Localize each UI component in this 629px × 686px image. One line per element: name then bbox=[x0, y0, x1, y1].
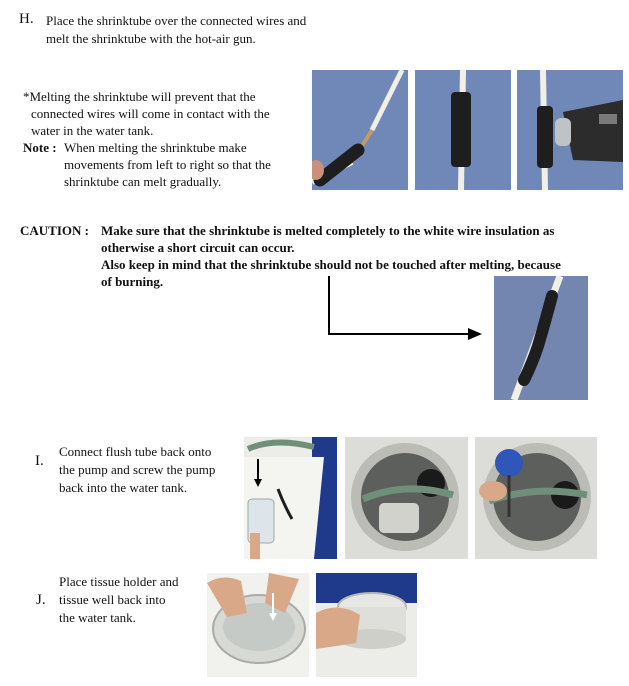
photo-tissue-well-in-tank bbox=[316, 573, 417, 677]
photo-shrinktube-over-wires bbox=[312, 70, 408, 190]
note-line2: movements from left to right so that the bbox=[64, 157, 271, 172]
photo-pump-connection bbox=[244, 437, 337, 559]
step-i-line1: Connect flush tube back onto bbox=[59, 444, 212, 459]
step-i-line2: the pump and screw the pump bbox=[59, 462, 216, 477]
step-j-line3: the water tank. bbox=[59, 610, 136, 625]
step-j-letter: J. bbox=[36, 592, 46, 608]
caution-line2: otherwise a short circuit can occur. bbox=[101, 240, 295, 255]
melt-note-line1: *Melting the shrinktube will prevent that the bbox=[23, 89, 256, 104]
melt-note-line3: water in the water tank. bbox=[31, 123, 154, 138]
step-i-line3: back into the water tank. bbox=[59, 480, 188, 495]
step-h-line2: melt the shrinktube with the hot-air gun. bbox=[46, 31, 256, 46]
photo-screw-pump bbox=[475, 437, 597, 559]
photo-pump-in-tank bbox=[345, 437, 468, 559]
step-j-line1: Place tissue holder and bbox=[59, 574, 179, 589]
step-j-line2: tissue well back into bbox=[59, 592, 166, 607]
photo-melted-shrinktube bbox=[494, 276, 588, 400]
note-line1: When melting the shrinktube make bbox=[64, 140, 247, 155]
photo-shrinktube-positioned bbox=[415, 70, 511, 190]
caution-line3: Also keep in mind that the shrinktube should not be touched after melting, because bbox=[101, 257, 561, 272]
note-label: Note : bbox=[23, 140, 57, 155]
arrow-to-result-icon bbox=[322, 276, 488, 342]
photo-hot-air-gun bbox=[517, 70, 623, 190]
photo-place-tissue-holder bbox=[207, 573, 309, 677]
note-line3: shrinktube can melt gradually. bbox=[64, 174, 222, 189]
step-i-letter: I. bbox=[35, 453, 44, 469]
step-h-line1: Place the shrinktube over the connected wires and bbox=[46, 13, 307, 28]
caution-label: CAUTION : bbox=[20, 223, 89, 238]
melt-note-line2: connected wires will come in contact with the bbox=[31, 106, 270, 121]
caution-line4: of burning. bbox=[101, 274, 164, 289]
step-h-letter: H. bbox=[19, 11, 34, 27]
caution-line1: Make sure that the shrinktube is melted completely to the white wire insulation as bbox=[101, 223, 555, 238]
